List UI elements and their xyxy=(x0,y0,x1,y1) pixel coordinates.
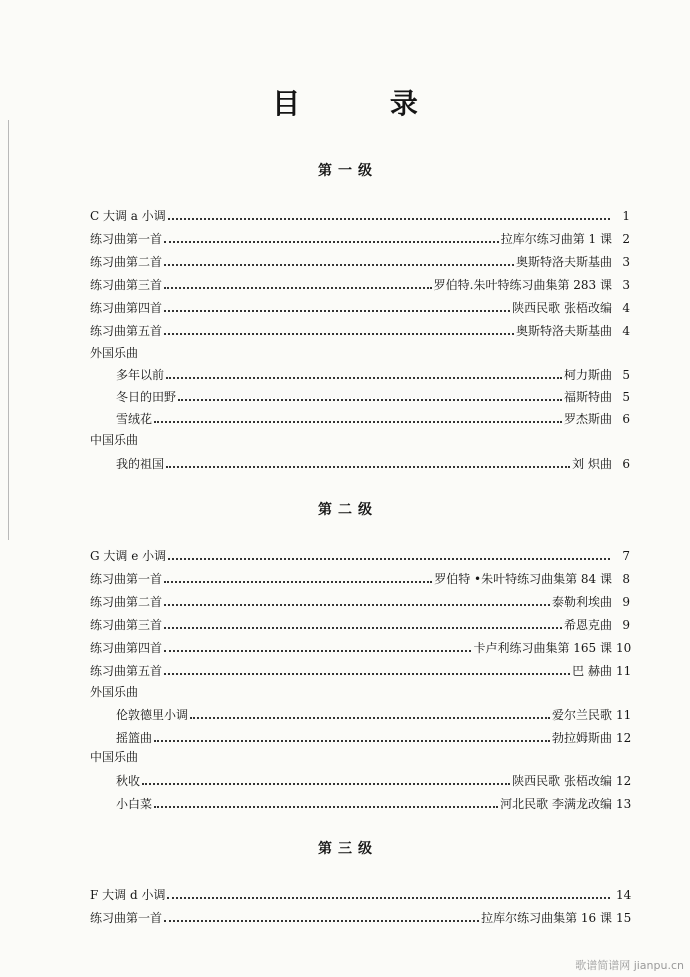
dot-leader xyxy=(164,627,562,629)
toc-source: 奥斯特洛夫斯基曲 xyxy=(515,255,612,269)
toc-row[interactable] xyxy=(90,568,630,586)
dot-leader xyxy=(166,466,570,468)
level-heading-3: 第三级 xyxy=(318,841,378,857)
group-label-chinese: 中国乐曲 xyxy=(90,750,139,764)
toc-row[interactable] xyxy=(90,637,630,655)
toc-page: 5 xyxy=(622,368,630,382)
toc-page: 9 xyxy=(622,618,630,632)
toc-page: 2 xyxy=(622,232,630,246)
toc-page: 13 xyxy=(616,797,632,811)
toc-row[interactable] xyxy=(116,408,630,426)
toc-row[interactable] xyxy=(90,660,630,678)
level-heading-2: 第二级 xyxy=(318,502,378,518)
toc-title: 练习曲第三首 xyxy=(90,278,163,292)
group-label-foreign: 外国乐曲 xyxy=(90,346,139,360)
dot-leader xyxy=(164,333,514,335)
toc-source: 希恩克曲 xyxy=(563,618,612,632)
toc-source: 拉库尔练习曲集第 16 课 xyxy=(481,911,612,925)
toc-source: 泰勒利埃曲 xyxy=(551,595,612,609)
group-label-foreign: 外国乐曲 xyxy=(90,685,139,699)
dot-leader xyxy=(154,421,562,423)
toc-title: 练习曲第一首 xyxy=(90,232,163,246)
toc-page: 15 xyxy=(616,911,632,925)
toc-title: 小白菜 xyxy=(116,797,153,811)
toc-page: 1 xyxy=(622,209,630,223)
dot-leader xyxy=(190,717,550,719)
toc-title: 练习曲第四首 xyxy=(90,301,163,315)
toc-row[interactable] xyxy=(90,205,630,223)
toc-row[interactable] xyxy=(116,727,630,745)
toc-page: 12 xyxy=(616,731,632,745)
dot-leader xyxy=(166,377,562,379)
toc-page: 11 xyxy=(616,708,632,722)
toc-source: 勃拉姆斯曲 xyxy=(551,731,612,745)
group-label-chinese: 中国乐曲 xyxy=(90,433,139,447)
toc-row[interactable] xyxy=(116,770,630,788)
toc-row[interactable] xyxy=(90,228,630,246)
toc-page: 12 xyxy=(616,774,632,788)
toc-title: 练习曲第一首 xyxy=(90,911,163,925)
toc-source: 罗杰斯曲 xyxy=(563,412,612,426)
toc-title: 练习曲第三首 xyxy=(90,618,163,632)
toc-page: 9 xyxy=(622,595,630,609)
dot-leader xyxy=(168,218,610,220)
toc-row[interactable] xyxy=(90,907,630,925)
dot-leader xyxy=(164,673,570,675)
toc-source: 刘 炽曲 xyxy=(572,457,612,471)
toc-page: 4 xyxy=(622,301,630,315)
toc-row[interactable] xyxy=(90,274,630,292)
toc-source: 河北民歌 李满龙改编 xyxy=(500,797,612,811)
toc-row[interactable] xyxy=(116,793,630,811)
dot-leader xyxy=(164,241,499,243)
toc-title: 冬日的田野 xyxy=(116,390,177,404)
toc-row[interactable] xyxy=(90,884,630,902)
toc-title: 练习曲第一首 xyxy=(90,572,163,586)
dot-leader xyxy=(164,310,510,312)
toc-page: 3 xyxy=(622,255,630,269)
toc-source: 卡卢利练习曲集第 165 课 xyxy=(473,641,612,655)
toc-title: 摇篮曲 xyxy=(116,731,153,745)
dot-leader xyxy=(154,740,550,742)
toc-source: 柯力斯曲 xyxy=(563,368,612,382)
toc-source: 福斯特曲 xyxy=(563,390,612,404)
toc-title: 我的祖国 xyxy=(116,457,165,471)
toc-row[interactable] xyxy=(90,251,630,269)
toc-page: 5 xyxy=(622,390,630,404)
page-fold-line xyxy=(8,120,9,540)
dot-leader xyxy=(164,920,479,922)
toc-source: 罗伯特 •朱叶特练习曲集第 84 课 xyxy=(434,572,612,586)
toc-title: 练习曲第五首 xyxy=(90,664,163,678)
toc-title: F 大调 d 小调 xyxy=(90,888,166,902)
toc-page: 3 xyxy=(622,278,630,292)
dot-leader xyxy=(142,783,510,785)
toc-title: 伦敦德里小调 xyxy=(116,708,189,722)
dot-leader xyxy=(178,399,562,401)
dot-leader xyxy=(164,287,432,289)
dot-leader xyxy=(164,604,550,606)
toc-title: 雪绒花 xyxy=(116,412,153,426)
toc-page: 14 xyxy=(616,888,632,902)
toc-source: 拉库尔练习曲第 1 课 xyxy=(500,232,612,246)
toc-page: 11 xyxy=(616,664,632,678)
toc-page: 6 xyxy=(622,457,630,471)
dot-leader xyxy=(154,806,498,808)
toc-source: 奥斯特洛夫斯基曲 xyxy=(515,324,612,338)
toc-row[interactable] xyxy=(90,297,630,315)
toc-source: 罗伯特.朱叶特练习曲集第 283 课 xyxy=(433,278,612,292)
toc-title: C 大调 a 小调 xyxy=(90,209,166,223)
toc-row[interactable] xyxy=(90,545,630,563)
toc-page: 4 xyxy=(622,324,630,338)
toc-page: 8 xyxy=(622,572,630,586)
toc-row[interactable] xyxy=(90,614,630,632)
toc-row[interactable] xyxy=(116,704,630,722)
dot-leader xyxy=(167,897,610,899)
toc-row[interactable] xyxy=(116,453,630,471)
toc-row[interactable] xyxy=(90,591,630,609)
dot-leader xyxy=(164,581,432,583)
toc-title: 练习曲第五首 xyxy=(90,324,163,338)
toc-row[interactable] xyxy=(116,364,630,382)
dot-leader xyxy=(168,558,610,560)
dot-leader xyxy=(164,650,471,652)
toc-title: 多年以前 xyxy=(116,368,165,382)
toc-title: 练习曲第二首 xyxy=(90,595,163,609)
toc-page: 6 xyxy=(622,412,630,426)
toc-title: 练习曲第四首 xyxy=(90,641,163,655)
toc-source: 陕西民歌 张梧改编 xyxy=(512,774,612,788)
toc-row[interactable] xyxy=(116,386,630,404)
site-watermark: 歌谱简谱网 jianpu.cn xyxy=(575,959,684,972)
toc-source: 巴 赫曲 xyxy=(572,664,612,678)
toc-title: G 大调 e 小调 xyxy=(90,549,167,563)
toc-page: 10 xyxy=(616,641,632,655)
toc-row[interactable] xyxy=(90,320,630,338)
toc-source: 陕西民歌 张梧改编 xyxy=(512,301,612,315)
level-heading-1: 第一级 xyxy=(318,163,378,179)
page-title: 目 录 xyxy=(272,87,458,120)
toc-title: 秋收 xyxy=(116,774,141,788)
dot-leader xyxy=(164,264,514,266)
toc-title: 练习曲第二首 xyxy=(90,255,163,269)
toc-source: 爱尔兰民歌 xyxy=(551,708,612,722)
toc-page: 7 xyxy=(622,549,630,563)
